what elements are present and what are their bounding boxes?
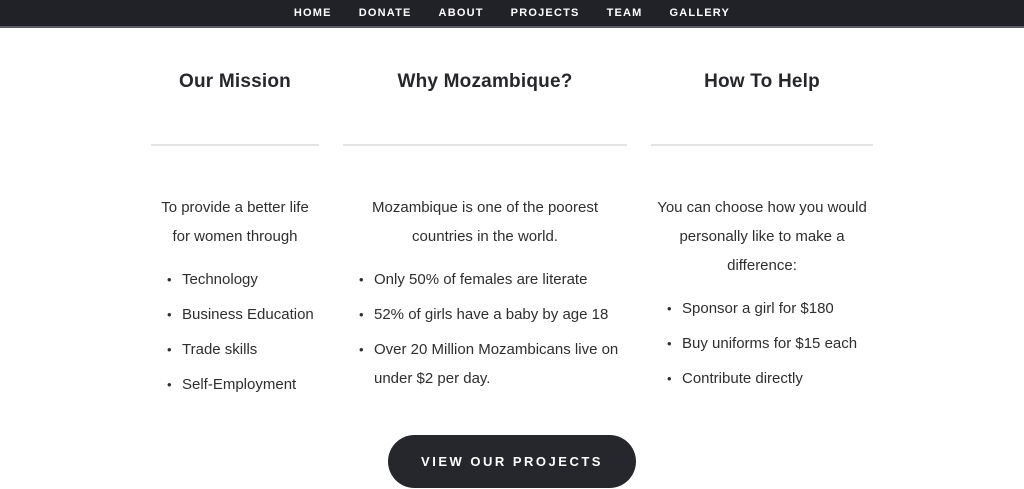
bullet-item: • Sponsor a girl for $180 xyxy=(667,294,873,323)
bullet-item: • Contribute directly xyxy=(667,364,873,393)
column-bullet-list xyxy=(651,294,873,393)
view-our-projects-button[interactable]: VIEW OUR PROJECTS xyxy=(388,435,636,488)
column-bullet-list xyxy=(151,265,319,399)
nav-item[interactable]: DONATE xyxy=(358,7,412,19)
info-columns xyxy=(0,28,1024,405)
nav-item[interactable]: HOME xyxy=(293,7,332,19)
bullet-item: • Self-Employment xyxy=(167,370,319,399)
heading-divider xyxy=(343,144,627,146)
bullet-item: • 52% of girls have a baby by age 18 xyxy=(359,300,627,329)
bullet-item: • Over 20 Million Mozambicans live on under $2 per day. xyxy=(359,335,627,393)
nav-item[interactable]: PROJECTS xyxy=(510,7,580,19)
column-heading: Our Mission xyxy=(179,71,291,92)
top-navigation xyxy=(0,0,1024,28)
nav-item[interactable]: ABOUT xyxy=(438,7,484,19)
nav-item[interactable]: GALLERY xyxy=(669,7,731,19)
column-bullet-list xyxy=(343,265,627,393)
info-column xyxy=(151,70,319,405)
bullet-item: • Business Education xyxy=(167,300,319,329)
column-paragraph: To provide a better life for women through xyxy=(161,199,309,245)
column-heading: Why Mozambique? xyxy=(397,71,573,92)
column-paragraph: Mozambique is one of the poorest countries in the world. xyxy=(372,199,598,245)
info-column xyxy=(651,70,873,405)
column-paragraph: You can choose how you would personally like to make a difference: xyxy=(657,199,867,274)
heading-divider xyxy=(651,144,873,146)
heading-divider xyxy=(151,144,319,146)
bullet-item: • Buy uniforms for $15 each xyxy=(667,329,873,358)
nav-item[interactable]: TEAM xyxy=(606,7,643,19)
column-heading: How To Help xyxy=(704,71,820,92)
bullet-item: • Technology xyxy=(167,265,319,294)
cta-container xyxy=(0,435,1024,488)
bullet-item: • Only 50% of females are literate xyxy=(359,265,627,294)
info-column xyxy=(343,70,627,405)
bullet-item: • Trade skills xyxy=(167,335,319,364)
